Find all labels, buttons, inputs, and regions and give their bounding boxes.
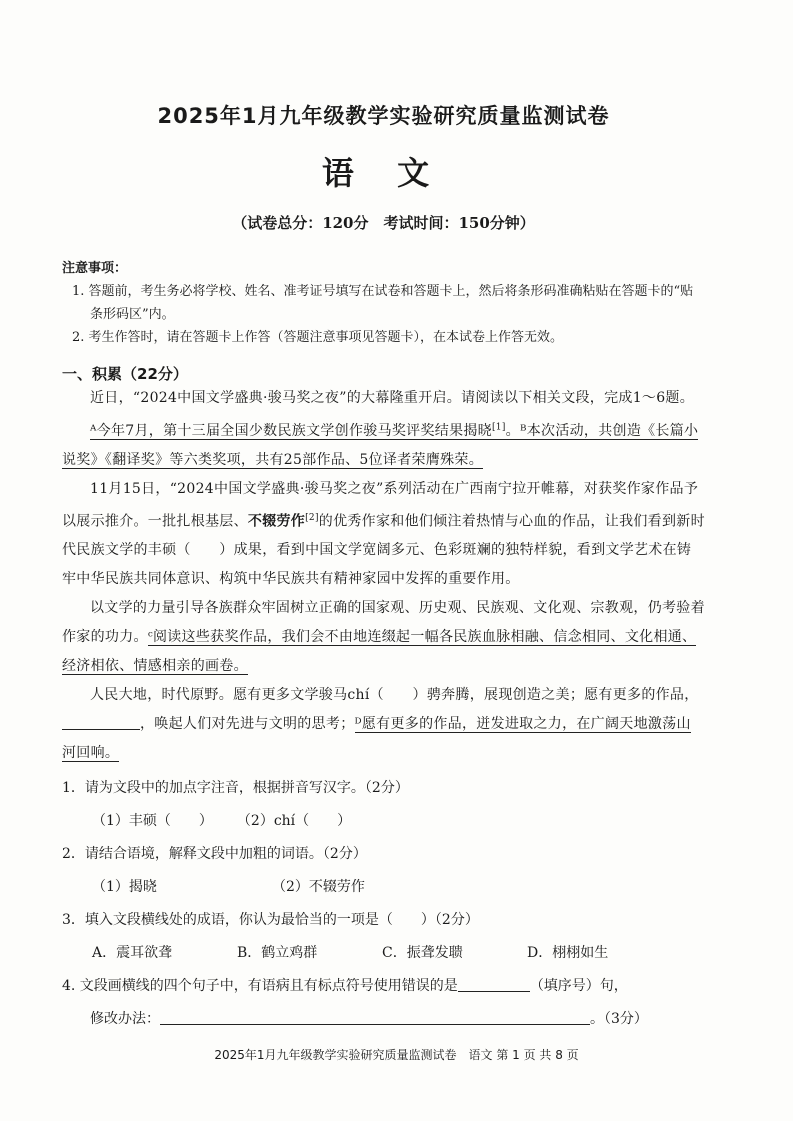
q2-sub1: （1）揭晓 xyxy=(92,879,157,896)
notes-title: 注意事项： xyxy=(62,261,128,276)
questions-block xyxy=(62,772,705,1036)
subject-title: 语 文 xyxy=(321,154,446,192)
question-4-fix-line xyxy=(90,1003,705,1036)
section-heading: 一、积累（22分） xyxy=(62,365,188,383)
passage-paragraph-3 xyxy=(62,594,705,681)
question-3: 3．填入文段横线处的成语，你认为最恰当的一项是（ ）（2分） xyxy=(62,912,479,929)
sentence-b-text: 。ᴮ本次活动，共创造《长篇小说奖》《翻译奖》等六类奖项，共有25部作品、5位译者荣膺殊荣。 xyxy=(62,422,699,468)
q4-text-d: 。（3分） xyxy=(590,1011,648,1028)
underlined-sentence-d: ᴰ愿有更多的作品，迸发进取之力，在广阔天地激荡山河回响。 xyxy=(62,716,691,762)
passage-paragraph-1 xyxy=(62,413,705,475)
idiom-blank xyxy=(62,713,140,730)
p2-text-a: 11月15日，“2024中国文学盛典·骏马奖之夜”系列活动在广西南宁拉开帷幕，对获奖作家作品予以展示推介。一批扎根基层、 xyxy=(62,480,699,530)
underlined-sentence-a xyxy=(62,423,698,469)
p4-text-b: ，唤起人们对先进与文明的思考； xyxy=(140,716,355,733)
q4-text-c: 修改办法： xyxy=(90,1011,160,1028)
underlined-sentence-c: ᶜ阅读这些获奖作品，我们会不由地连缀起一幅各民族血脉相融、信念相同、文化相通、经济相依、情感相亲的画卷。 xyxy=(62,629,697,675)
option-c: C．振聋发聩 xyxy=(382,945,463,962)
q4-fix-blank xyxy=(160,1008,590,1025)
note-item: 1. 答题前，考生务必将学校、姓名、准考证号填写在试卷和答题卡上，然后将条形码准确粘贴在答题卡的“贴条形码区”内。 xyxy=(72,284,694,322)
footnote-marker: [2] xyxy=(305,512,319,523)
q1-sub1: （1）丰硕（ ） xyxy=(92,813,213,830)
question-3-options xyxy=(92,937,705,970)
question-2-subparts xyxy=(92,871,705,904)
option-d: D．栩栩如生 xyxy=(527,945,609,962)
notes-block xyxy=(62,257,705,349)
option-b: B．鹤立鸡群 xyxy=(237,945,318,962)
passage-paragraph-2 xyxy=(62,475,705,595)
exam-meta: （试卷总分：120分 考试时间：150分钟） xyxy=(232,214,535,232)
page-footer: 2025年1月九年级教学实验研究质量监测试卷 语文 第 1 页 共 8 页 xyxy=(214,1048,579,1062)
option-a: A．震耳欲聋 xyxy=(92,945,173,962)
p4-text-a: 人民大地，时代原野。愿有更多文学骏马chí（ ）骋奔腾，展现创造之美；愿有更多的作品， xyxy=(90,687,699,704)
note-item: 2. 考生作答时，请在答题卡上作答（答题注意事项见答题卡），在本试卷上作答无效。 xyxy=(72,330,564,345)
q4-text-b: （填序号）句， xyxy=(529,978,628,995)
q4-text-a: 4. 文段画横线的四个句子中，有语病且有标点符号使用错误的是 xyxy=(62,978,458,995)
p2-text-b: 的优秀作家和他们倾注着热情与心血的作品，让我们看到新时代民族文学的丰硕（ ）成果，看到中国文学宽阔多元、色彩斑斓的独特样貌，看到文学艺术在铸牢中华民族共同体意识、构筑中华民族共有精神家园中发挥的重要作用。 xyxy=(62,513,705,588)
sentence-a-text: ᴬ今年7月，第十三届全国少数民族文学创作骏马奖评奖结果揭晓 xyxy=(90,422,492,439)
q1-sub2: （2）chí（ ） xyxy=(236,813,352,830)
question-1: 1．请为文段中的加点字注音，根据拼音写汉字。（2分） xyxy=(62,780,409,797)
question-1-subparts xyxy=(92,805,705,838)
question-4 xyxy=(62,970,705,1003)
passage-paragraph-4 xyxy=(62,681,705,768)
p3-text-a: 以文学的力量引导各族群众牢固树立正确的国家观、历史观、民族观、文化观、宗教观，仍考验着作家的功力。 xyxy=(62,600,705,646)
q2-sub2: （2）不辍劳作 xyxy=(272,879,365,896)
q4-answer-blank xyxy=(458,975,530,992)
question-2: 2．请结合语境，解释文段中加粗的词语。（2分） xyxy=(62,846,367,863)
bold-word: 不辍劳作 xyxy=(247,513,306,530)
intro-paragraph: 近日，“2024中国文学盛典·骏马奖之夜”的大幕隆重开启。请阅读以下相关文段，完成1～6题。 xyxy=(90,390,695,406)
footnote-marker: [1] xyxy=(491,422,506,432)
exam-title: 2025年1月九年级教学实验研究质量监测试卷 xyxy=(157,104,610,128)
